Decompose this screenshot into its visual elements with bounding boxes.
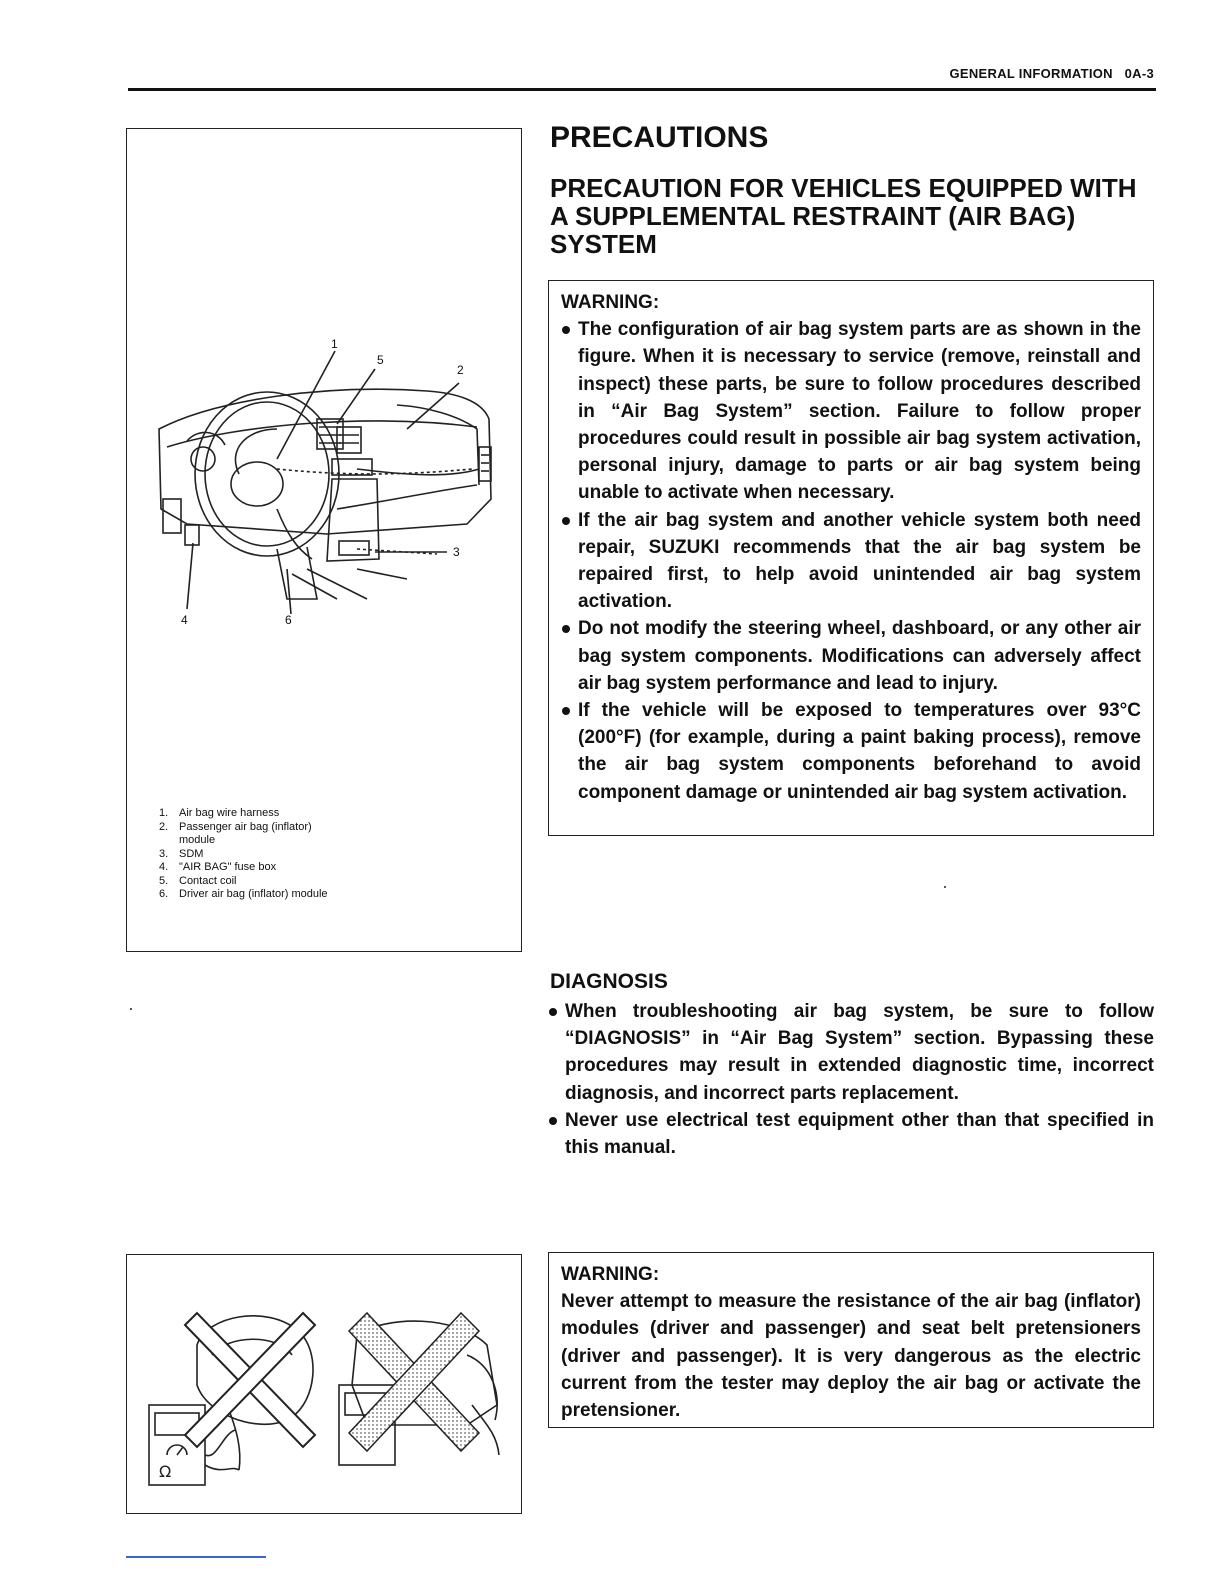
airbag-layout-figure: [126, 128, 522, 952]
legend-item: 1. Air bag wire harness: [159, 807, 280, 819]
section-title: GENERAL INFORMATION: [949, 66, 1113, 81]
warning-bullets: [561, 316, 1141, 806]
warning-label: WARNING:: [561, 292, 660, 313]
section-subtitle: PRECAUTION FOR VEHICLES EQUIPPED WITH A SUPPLEMENTAL RESTRAINT (AIR BAG) SYSTEM: [550, 173, 1137, 259]
page-title: PRECAUTIONS: [550, 121, 769, 154]
diagnosis-bullet: When troubleshooting air bag system, be sure to follow “DIAGNOSIS” in “Air Bag System” section. Bypassing these procedures may result in extended diagnostic time, incorrect diagnosis, and incorrect parts replacement.: [548, 998, 1154, 1107]
callout-3: 3: [453, 545, 460, 559]
diagnosis-title: DIAGNOSIS: [550, 970, 668, 993]
warning-label: WARNING:: [561, 1264, 660, 1285]
warning-text: Never attempt to measure the resistance of the air bag (inflator) modules (driver and passenger) and seat belt pretensioners (driver and passenger). It is very dangerous as the electric current from the tester may deploy the air bag or activate the pretensioner.: [561, 1291, 1141, 1422]
callout-6: 6: [285, 613, 292, 627]
legend-item: 2. Passenger air bag (inflator) module: [159, 820, 312, 846]
legend-item: 4. "AIR BAG" fuse box: [159, 861, 277, 873]
callout-2: 2: [457, 363, 464, 377]
dashboard-illustration: [127, 129, 521, 799]
callout-1: 1: [331, 337, 338, 351]
svg-text:Ω: Ω: [159, 1462, 172, 1481]
tester-prohibited-figure: [126, 1254, 522, 1514]
header-rule: [128, 88, 1156, 91]
scan-speck: [944, 886, 946, 888]
figure-legend: [159, 807, 379, 902]
legend-item: 3. SDM: [159, 847, 204, 860]
scan-speck: [130, 1008, 132, 1010]
warning-bullet: If the vehicle will be exposed to temperatures over 93°C (200°F) (for example, during a paint baking process), remove the air bag system components beforehand to avoid component damage or unintended air bag system activation.: [561, 697, 1141, 806]
warning-box-airbag: [548, 280, 1154, 836]
tester-illustration: [127, 1255, 521, 1513]
warning-box-tester: [548, 1252, 1154, 1428]
warning-bullet: Do not modify the steering wheel, dashboard, or any other air bag system components. Modifications can adversely affect air bag system performance and lead to injury.: [561, 615, 1141, 697]
callout-4: 4: [181, 613, 188, 627]
diagnosis-bullet: Never use electrical test equipment other than that specified in this manual.: [548, 1107, 1154, 1161]
warning-bullet: The configuration of air bag system parts are as shown in the figure. When it is necessary to service (remove, reinstall and inspect) these parts, be sure to follow procedures described in “Air Bag System” section. Failure to follow proper procedures could result in possible air bag system activation, personal injury, damage to parts or air bag system being unable to activate when necessary.: [561, 316, 1141, 506]
callout-5: 5: [377, 353, 384, 367]
diagnosis-bullets: [548, 998, 1154, 1161]
page-header: [949, 66, 1154, 81]
legend-item: 6. Driver air bag (inflator) module: [159, 888, 328, 900]
warning-bullet: If the air bag system and another vehicle system both need repair, SUZUKI recommends that the air bag system be repaired first, to help avoid unintended air bag system activation.: [561, 507, 1141, 616]
legend-item: 5. Contact coil: [159, 874, 237, 887]
bottom-link-underline: [126, 1556, 266, 1558]
page-number: 0A-3: [1124, 66, 1154, 81]
